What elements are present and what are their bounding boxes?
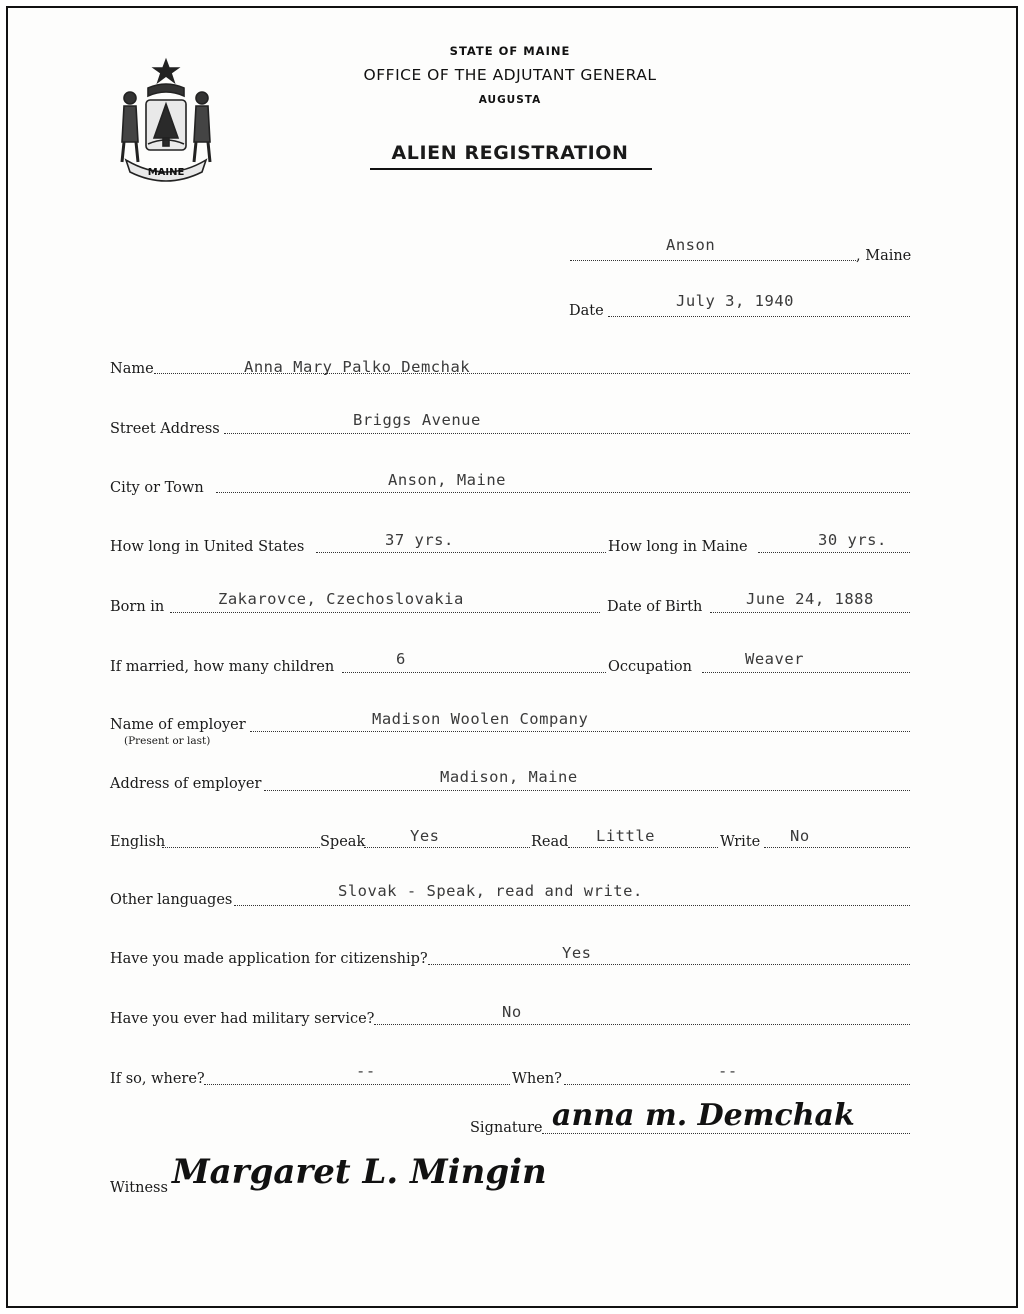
signature-label: Signature <box>470 1120 543 1136</box>
where-value[interactable]: -- <box>356 1062 376 1080</box>
occupation-label: Occupation <box>608 659 692 675</box>
english-line <box>162 847 320 848</box>
write-value[interactable]: No <box>790 827 810 845</box>
write-line <box>764 847 910 848</box>
name-value[interactable]: Anna Mary Palko Demchak <box>244 358 471 376</box>
dob-value[interactable]: June 24, 1888 <box>746 590 874 608</box>
us-years-label: How long in United States <box>110 539 305 555</box>
write-label: Write <box>720 834 761 850</box>
signature-line <box>542 1133 910 1134</box>
place-suffix: , Maine <box>856 248 912 264</box>
where-line <box>204 1084 510 1085</box>
maine-years-line <box>758 552 910 553</box>
office-heading: OFFICE OF THE ADJUTANT GENERAL <box>363 66 657 84</box>
read-line <box>568 847 718 848</box>
children-label: If married, how many children <box>110 659 335 675</box>
born-in-value[interactable]: Zakarovce, Czechoslovakia <box>218 590 464 608</box>
employer-sublabel: (Present or last) <box>124 735 211 747</box>
signature-value[interactable]: anna m. Demchak <box>552 1098 855 1133</box>
citizenship-value[interactable]: Yes <box>562 944 592 962</box>
english-label: English <box>110 834 166 850</box>
when-value[interactable]: -- <box>718 1062 738 1080</box>
read-value[interactable]: Little <box>596 827 655 845</box>
name-line <box>154 373 910 374</box>
form-title: ALIEN REGISTRATION <box>391 142 629 164</box>
citizenship-line <box>428 964 910 965</box>
where-label: If so, where? <box>110 1071 205 1087</box>
occupation-value[interactable]: Weaver <box>745 650 804 668</box>
born-in-line <box>170 612 600 613</box>
employer-address-value[interactable]: Madison, Maine <box>440 768 578 786</box>
city-value[interactable]: Anson, Maine <box>388 471 506 489</box>
witness-value[interactable]: Margaret L. Mingin <box>172 1152 547 1192</box>
born-in-label: Born in <box>110 599 165 615</box>
place-value[interactable]: Anson <box>666 236 716 254</box>
employer-address-line <box>264 790 910 791</box>
children-value[interactable]: 6 <box>396 650 406 668</box>
maine-years-label: How long in Maine <box>608 539 748 555</box>
city-heading: AUGUSTA <box>478 94 542 106</box>
dob-label: Date of Birth <box>607 599 703 615</box>
form-page <box>6 6 1018 1308</box>
read-label: Read <box>531 834 569 850</box>
when-label: When? <box>512 1071 562 1087</box>
date-value[interactable]: July 3, 1940 <box>676 292 794 310</box>
children-line <box>342 672 606 673</box>
date-line <box>608 316 910 317</box>
employer-label: Name of employer <box>110 717 246 733</box>
maine-seal-icon <box>112 56 220 182</box>
speak-value[interactable]: Yes <box>410 827 440 845</box>
us-years-line <box>316 552 606 553</box>
witness-label: Witness <box>110 1180 168 1196</box>
state-heading: STATE OF MAINE <box>449 44 571 58</box>
city-label: City or Town <box>110 480 204 496</box>
place-line <box>570 260 856 261</box>
street-label: Street Address <box>110 421 220 437</box>
dob-line <box>710 612 910 613</box>
street-line <box>224 433 910 434</box>
name-label: Name <box>110 361 154 377</box>
title-underline <box>370 168 652 170</box>
speak-line <box>364 847 530 848</box>
other-languages-label: Other languages <box>110 892 233 908</box>
employer-address-label: Address of employer <box>110 776 262 792</box>
military-line <box>374 1024 910 1025</box>
other-languages-line <box>234 905 910 906</box>
occupation-line <box>702 672 910 673</box>
when-line <box>564 1084 910 1085</box>
military-label: Have you ever had military service? <box>110 1011 375 1027</box>
other-languages-value[interactable]: Slovak - Speak, read and write. <box>338 882 643 900</box>
maine-years-value[interactable]: 30 yrs. <box>818 531 887 549</box>
us-years-value[interactable]: 37 yrs. <box>385 531 454 549</box>
citizenship-label: Have you made application for citizenship? <box>110 951 428 967</box>
city-line <box>216 492 910 493</box>
street-value[interactable]: Briggs Avenue <box>353 411 481 429</box>
military-value[interactable]: No <box>502 1003 522 1021</box>
employer-value[interactable]: Madison Woolen Company <box>372 710 589 728</box>
svg-text:MAINE: MAINE <box>147 167 185 178</box>
date-label: Date <box>569 303 604 319</box>
speak-label: Speak <box>320 834 366 850</box>
employer-line <box>250 731 910 732</box>
